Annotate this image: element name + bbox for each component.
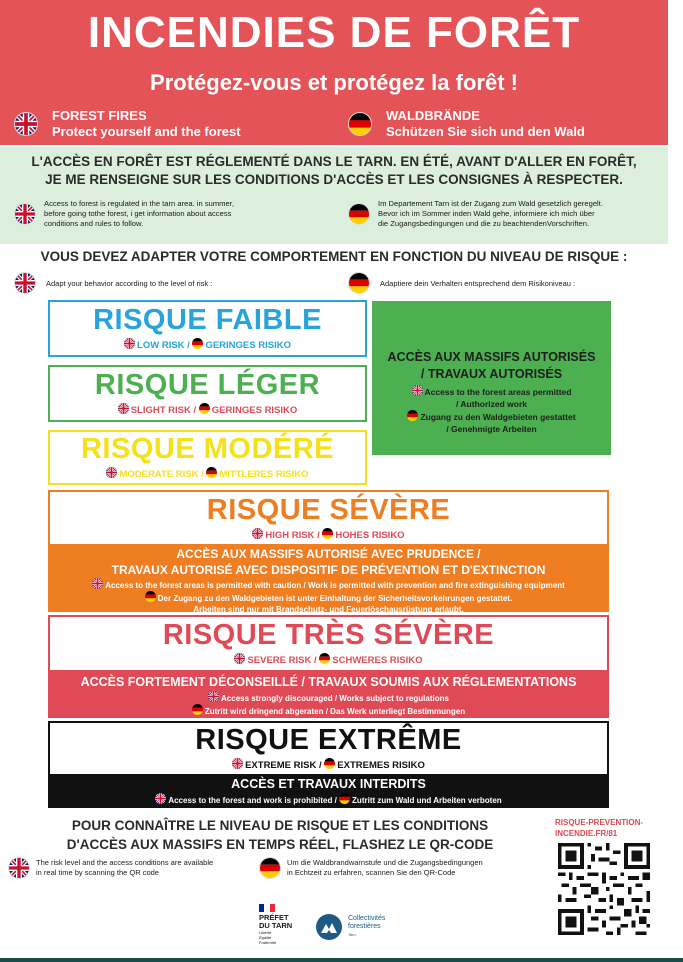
risk-severe-sub bbox=[50, 653, 607, 666]
german-subtitle: Schützen Sie sich und den Wald bbox=[386, 124, 585, 139]
risk-extreme-de: EXTREMES RISIKO bbox=[337, 760, 425, 771]
access-caution-fr: ACCÈS AUX MASSIFS AUTORISÉ AVEC PRUDENCE / bbox=[176, 547, 481, 561]
german-flag-icon bbox=[199, 403, 210, 414]
uk-flag-icon bbox=[118, 403, 129, 414]
german-flag-icon bbox=[192, 338, 203, 349]
collectivites-text: forestières bbox=[348, 923, 381, 930]
uk-flag-icon bbox=[252, 528, 263, 539]
risk-severe-de: SCHWERES RISIKO bbox=[332, 655, 423, 666]
german-flag-icon bbox=[145, 591, 156, 602]
uk-flag-icon bbox=[124, 338, 135, 349]
adapt-english bbox=[14, 272, 212, 294]
access-forbidden-fr: ACCÈS ET TRAVAUX INTERDITS bbox=[231, 777, 426, 791]
german-flag-icon bbox=[259, 857, 281, 879]
risk-moderate-sub bbox=[50, 467, 365, 480]
header-banner bbox=[0, 0, 668, 145]
uk-flag-icon bbox=[14, 272, 36, 294]
access-authorized-translations bbox=[372, 385, 611, 435]
qr-english-text: in real time by scanning the QR code bbox=[36, 868, 159, 877]
qr-english bbox=[8, 857, 213, 879]
german-flag-icon bbox=[319, 653, 330, 664]
risk-high-en: HIGH RISK / bbox=[265, 530, 320, 541]
english-subtitle: Protect yourself and the forest bbox=[52, 124, 241, 139]
access-caution-en bbox=[48, 578, 609, 591]
risk-low-de: GERINGES RISIKO bbox=[205, 340, 291, 351]
uk-flag-icon bbox=[155, 793, 166, 804]
qr-section-title-line: D'ACCÈS AUX MASSIFS EN TEMPS RÉEL, FLASHEZ LE QR-CODE bbox=[66, 837, 494, 852]
access-caution-en-text: Access to the forest areas is permitted with caution / Work is permitted with prevention and fire extinguishing equipment bbox=[105, 581, 565, 590]
risk-extreme-en: EXTREME RISK / bbox=[245, 760, 322, 771]
access-authorized-en-text: Access to the forest areas permitted bbox=[424, 387, 572, 397]
risk-severe-en: SEVERE RISK / bbox=[247, 655, 317, 666]
german-flag-icon bbox=[407, 410, 418, 421]
qr-german-text: Um die Waldbrandwarnstufe und die Zugangsbedingungen bbox=[287, 858, 483, 867]
qr-german bbox=[259, 857, 483, 879]
access-discouraged-fr: ACCÈS FORTEMENT DÉCONSEILLÉ / TRAVAUX SOUMIS AUX RÉGLEMENTATIONS bbox=[80, 675, 577, 689]
access-caution-band bbox=[48, 544, 609, 612]
regulation-headline-line: L'ACCÈS EN FORÊT EST RÉGLEMENTÉ DANS LE TARN. EN ÉTÉ, AVANT D'ALLER EN FORÊT, bbox=[31, 154, 637, 169]
german-title: WALDBRÄNDE bbox=[386, 108, 480, 123]
risk-extreme-title: RISQUE EXTRÊME bbox=[195, 724, 462, 756]
regulation-german-text: die Zugangsbedingungen und die zu beachtendenVorschriften. bbox=[378, 219, 590, 228]
risk-severe-title: RISQUE TRÈS SÉVÈRE bbox=[162, 619, 495, 651]
collectivites-emblem-icon bbox=[316, 914, 342, 940]
german-flag-icon bbox=[348, 203, 370, 225]
access-authorized-en bbox=[372, 385, 611, 398]
marianne-flag-icon bbox=[259, 904, 275, 912]
risk-low-sub bbox=[50, 338, 365, 351]
qr-section-title-line: POUR CONNAÎTRE LE NIVEAU DE RISQUE ET LES CONDITIONS bbox=[71, 818, 489, 833]
collectivites-logo bbox=[316, 914, 385, 940]
adapt-german-text: Adaptiere dein Verhalten entsprechend dem Risikoniveau : bbox=[380, 278, 576, 288]
regulation-german bbox=[348, 199, 603, 229]
access-discouraged-band bbox=[48, 670, 609, 718]
risk-low-en: LOW RISK / bbox=[137, 340, 190, 351]
uk-flag-icon bbox=[14, 203, 36, 225]
access-authorized-box bbox=[372, 301, 611, 455]
qr-code[interactable] bbox=[557, 843, 651, 935]
access-caution-fr: TRAVAUX AUTORISÉ AVEC DISPOSITIF DE PRÉVENTION ET D'EXTINCTION bbox=[111, 563, 546, 577]
prefet-motto: Fraternité bbox=[259, 940, 277, 945]
risk-low-box bbox=[48, 300, 367, 357]
access-forbidden-en: Access to the forest and work is prohibited / bbox=[168, 796, 337, 805]
uk-flag-icon bbox=[412, 385, 423, 396]
page-title: INCENDIES DE FORÊT bbox=[87, 8, 581, 57]
qr-german-text: in Echtzeit zu erfahren, scannen Sie den QR-Code bbox=[287, 868, 456, 877]
risk-slight-box bbox=[48, 365, 367, 422]
access-authorized-de-text: / Genehmigte Arbeiten bbox=[446, 424, 537, 434]
risk-high-sub bbox=[50, 528, 607, 541]
risk-high-de: HOHES RISIKO bbox=[335, 530, 405, 541]
collectivites-text: Tarn bbox=[348, 932, 356, 937]
german-flag-icon bbox=[322, 528, 333, 539]
risk-moderate-en: MODERATE RISK / bbox=[119, 469, 204, 480]
regulation-box bbox=[0, 147, 668, 244]
regulation-english-text: conditions and rules to follow. bbox=[44, 219, 144, 228]
german-flag-icon bbox=[348, 112, 372, 136]
adapt-german bbox=[348, 272, 575, 294]
risk-slight-en: SLIGHT RISK / bbox=[130, 405, 197, 416]
prefet-motto: Liberté bbox=[259, 930, 272, 935]
access-authorized-fr bbox=[372, 349, 611, 383]
access-authorized-fr-line: / TRAVAUX AUTORISÉS bbox=[420, 367, 563, 381]
regulation-english-text: before going tothe forest, i get information about access bbox=[44, 209, 232, 218]
website-link[interactable] bbox=[555, 817, 643, 839]
risk-slight-de: GERINGES RISIKO bbox=[211, 405, 298, 416]
access-caution-de-text: Der Zugang zu den Waldgebieten ist unter Einhaltung der Sicherheitsvorkehrungen gestattet. bbox=[157, 594, 513, 603]
access-authorized-fr-line: ACCÈS AUX MASSIFS AUTORISÉS bbox=[387, 350, 596, 364]
risk-moderate-box bbox=[48, 430, 367, 485]
english-title: FOREST FIRES bbox=[52, 108, 147, 123]
uk-flag-icon bbox=[92, 578, 103, 589]
access-discouraged-de bbox=[48, 704, 609, 717]
uk-flag-icon bbox=[234, 653, 245, 664]
regulation-english-text: Access to forest is regulated in the tarn area. in summer, bbox=[44, 199, 234, 208]
regulation-german-text: Bevor ich im Sommer inden Wald gehe, informiere ich mich über bbox=[378, 209, 595, 218]
risk-slight-title: RISQUE LÉGER bbox=[94, 369, 321, 401]
adapt-english-text: Adapt your behavior according to the level of risk : bbox=[46, 278, 213, 288]
uk-flag-icon bbox=[232, 758, 243, 769]
german-header bbox=[348, 108, 585, 140]
german-flag-icon bbox=[206, 467, 217, 478]
access-discouraged-en-text: Access strongly discouraged / Works subject to regulations bbox=[221, 694, 449, 703]
uk-flag-icon bbox=[208, 691, 219, 702]
prefet-text: DU TARN bbox=[259, 921, 293, 930]
risk-slight-sub bbox=[50, 403, 365, 416]
prefet-motto: Égalité bbox=[259, 935, 272, 940]
collectivites-text: Collectivités bbox=[348, 915, 386, 922]
bottom-bar bbox=[0, 958, 683, 962]
risk-moderate-title: RISQUE MODÉRÉ bbox=[80, 433, 335, 465]
uk-flag-icon bbox=[106, 467, 117, 478]
adapt-title: VOUS DEVEZ ADAPTER VOTRE COMPORTEMENT EN FONCTION DU NIVEAU DE RISQUE : bbox=[40, 249, 628, 264]
risk-severe-box bbox=[48, 615, 609, 671]
qr-english-text: The risk level and the access conditions are available bbox=[36, 858, 214, 867]
regulation-headline-line: JE ME RENSEIGNE SUR LES CONDITIONS D'ACCÈS ET LES CONSIGNES À RESPECTER. bbox=[45, 172, 623, 187]
german-flag-icon bbox=[324, 758, 335, 769]
access-caution-de bbox=[48, 591, 609, 604]
german-flag-icon bbox=[348, 272, 370, 294]
risk-high-box bbox=[48, 490, 609, 545]
risk-high-title: RISQUE SÉVÈRE bbox=[206, 494, 451, 526]
qr-section-title bbox=[20, 816, 540, 854]
access-discouraged-en bbox=[48, 691, 609, 704]
website-link-line[interactable]: RISQUE-PREVENTION- bbox=[555, 818, 644, 827]
regulation-english bbox=[14, 199, 234, 229]
risk-moderate-de: MITTLERES RISIKO bbox=[219, 469, 309, 480]
access-forbidden-band bbox=[48, 774, 609, 808]
access-authorized-de bbox=[372, 410, 611, 423]
access-forbidden-de: Zutritt zum Wald und Arbeiten verboten bbox=[352, 796, 502, 805]
access-caution-de-text: Arbeiten sind nur mit Brandschutz- und Feuerlöschausrüstung erlaubt. bbox=[193, 605, 464, 614]
uk-flag-icon bbox=[14, 112, 38, 136]
access-authorized-en-text: / Authorized work bbox=[456, 399, 527, 409]
regulation-german-text: Im Departement Tarn ist der Zugang zum Wald gesetzlich geregelt. bbox=[378, 199, 603, 208]
page-subtitle: Protégez-vous et protégez la forêt ! bbox=[150, 70, 518, 95]
access-forbidden-translations bbox=[48, 793, 609, 806]
website-link-line[interactable]: INCENDIE.FR/81 bbox=[555, 829, 618, 838]
regulation-headline bbox=[20, 153, 648, 189]
risk-low-title: RISQUE FAIBLE bbox=[93, 304, 322, 336]
risk-extreme-box bbox=[48, 721, 609, 775]
prefet-text: PRÉFET bbox=[259, 913, 289, 922]
risk-extreme-sub bbox=[50, 758, 607, 771]
german-flag-icon bbox=[339, 793, 350, 804]
german-flag-icon bbox=[192, 704, 203, 715]
prefet-logo bbox=[259, 904, 309, 952]
access-discouraged-de-text: Zutritt wird dringend abgeraten / Das Werk unterliegt Bestimmungen bbox=[204, 707, 466, 716]
access-authorized-de-text: Zugang zu den Waldgebieten gestattet bbox=[420, 412, 576, 422]
uk-flag-icon bbox=[8, 857, 30, 879]
english-header bbox=[14, 108, 241, 140]
